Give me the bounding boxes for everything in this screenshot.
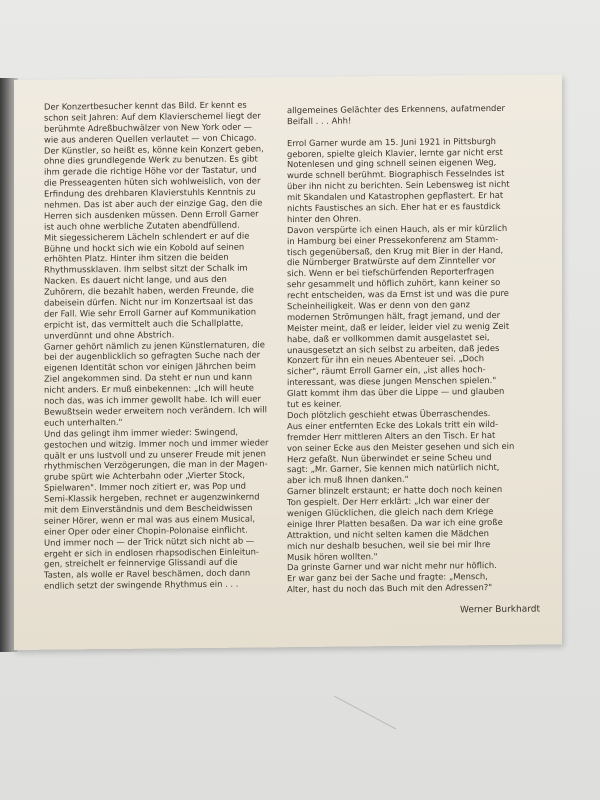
text-line: gen, streichelt er feinnervige Glissandi auf die (44, 557, 238, 570)
text-line: einige Ihrer Platten besaßen. Da war ich eine große (287, 516, 503, 529)
text-line: Glatt kommt ihm das über die Lippe — und glauben (287, 386, 505, 399)
text-line: noch das, was ich immer gewollt habe. Ich will euer (44, 393, 261, 406)
text-line: ohne dies grundlegende Werk zu benutzen. Es gibt (44, 153, 258, 167)
text-line: Errol Garner wurde am 15. Juni 1921 in Pittsburgh (287, 135, 496, 148)
text-line: von seiner Ecke aus den Meister gesehen und sich ein (287, 440, 515, 453)
text-line: Doch plötzlich geschieht etwas Überraschendes. (287, 407, 491, 421)
text-line: mit Skandalen und Katastrophen gepflastert. Er hat (287, 190, 504, 203)
text-line: die Nürnberger Bratwürste auf dem Zinnteller vor (287, 255, 496, 268)
text-line: Bühne und hockt sich wie ein Kobold auf seinen (44, 241, 245, 254)
text-line: habe, daß er vollkommen damit ausgelastet sei, (287, 331, 490, 344)
text-line: wenigen Glücklichen, die gleich nach dem Kriege (287, 505, 494, 519)
text-line: gestochen und witzig. Immer noch und immer wieder (44, 436, 269, 450)
text-line: Meister meint, daß er leider, leider viel zu wenig Zeit (287, 320, 510, 333)
text-line: Und immer noch — der Trick nützt sich nicht ab — (44, 535, 255, 548)
text-line: Tasten, als wolle er Ravel beschämen, doch dann (44, 567, 251, 580)
text-line: die Presseagenten hüten sich wohlweislich, von der (44, 175, 261, 188)
text-line: sich. Wenn er bei tiefschürfenden Reporterfragen (287, 266, 495, 279)
text-line: sehr gesammelt und höflich zuhört, kann keiner so (287, 277, 501, 290)
text-line: Konzert für ihn ein neues Abenteuer sei. „Doch (287, 353, 485, 366)
text-line: Nacken. Es dauert nicht lange, und aus den (44, 274, 227, 286)
left-text-column (44, 99, 294, 592)
text-line: quält er uns lustvoll und zu unserer Freude mit jenen (44, 447, 266, 461)
text-line: berühmte Adreßbuchwälzer von New York oder — (44, 121, 253, 134)
text-line: nicht anders. Er muß einbekennen: „Ich will heute (44, 382, 254, 395)
author-signature: Werner Burkhardt (459, 604, 540, 616)
text-line: über ihn nicht zu berichten. Sein Lebensweg ist nicht (287, 179, 510, 192)
text-line: seiner Hörer, wenn er mal was aus einem Musical, (44, 513, 256, 526)
text-line: allgemeines Gelächter des Erkennens, aufatmender (287, 102, 505, 116)
text-line: fremder Herr mittleren Alters an den Tisch. Er hat (287, 429, 496, 442)
text-line: recht entscheiden, was da Ernst ist und was die pure (287, 287, 509, 301)
text-line: Scheinheiligkeit. Was er denn von den ganz (287, 299, 470, 312)
right-text-column (287, 103, 539, 596)
text-line: dabeisein dürfen. Nicht nur im Konzertsaal ist das (44, 295, 254, 308)
text-line: euch unterhalten." (44, 416, 123, 428)
text-line: Alter, hast du noch das Buch mit den Adressen?" (287, 582, 493, 595)
text-line: in Hamburg bei einer Pressekonferenz am Stamm- (287, 233, 499, 246)
text-line: hinter den Ohren. (287, 213, 362, 225)
text-line: Bewußtsein weder erweitern noch verändern. Ich will (44, 404, 267, 417)
text-line: einer Oper oder einer Chopin-Polonaise einflicht. (44, 524, 248, 537)
text-line: sicher", räumt Erroll Garner ein, „ist alles hoch- (287, 364, 486, 377)
text-line: Mit siegessicherem Lächeln schlendert er auf die (44, 230, 250, 243)
text-line: Musik hören wollten." (287, 550, 378, 562)
text-line: Er war ganz bei der Sache und fragte: „Mensch, (287, 571, 488, 584)
text-line: nichts Faustisches an sich. Eher hat er es faustdick (287, 200, 501, 214)
text-line: rhythmischen Verzögerungen, die man in der Magen- (44, 458, 268, 472)
text-line: eigenen Identität schon vor einigen Jährchen beim (44, 360, 256, 374)
text-line: erpicht ist, das vermittelt auch die Schallplatte, (44, 317, 244, 330)
text-line: ergeht er sich in endlosen rhapsodischen Einleitun- (44, 545, 259, 559)
text-line: unverdünnt und ohne Abstrich. (44, 329, 175, 341)
text-line: Und das gelingt ihm immer wieder: Swingend, (44, 426, 239, 439)
text-line: Erfindung des drehbaren Klavierstuhls Kenntnis zu (44, 186, 256, 199)
text-line: ist auch ohne werbliche Zutaten abendfüllend. (44, 219, 240, 232)
record-sleeve-back (14, 74, 562, 650)
text-line: Der Konzertbesucher kennt das Bild. Er kennt es (44, 99, 247, 112)
text-line: endlich setzt der swingende Rhythmus ein . . . (44, 578, 239, 591)
text-line: Rhythmussklaven. Ihm selbst sitzt der Schalk im (44, 262, 248, 276)
text-line: modernen Strömungen hält, fragt jemand, und der (287, 309, 501, 323)
floor-scratch (334, 696, 396, 730)
text-line: ihm gerade die richtige Höhe vor der Tastatur, und (44, 164, 257, 178)
text-line: tut es keiner. (287, 398, 342, 410)
text-line: Da grinste Garner und war nicht mehr nur höflich. (287, 560, 497, 573)
text-line: interessant, was diese jungen Menschen spielen." (287, 375, 497, 388)
text-line: Notenlesen und ging schnell seinen eigenen Weg, (287, 157, 497, 170)
text-line: Aus einer entfernten Ecke des Lokals tritt ein wild- (287, 418, 499, 431)
text-line: mich nur deshalb besuchen, weil sie bei mir Ihre (287, 538, 491, 551)
text-line: nehmen. Das ist aber auch der einzige Gag, den die (44, 197, 263, 210)
text-line: Semi-Klassik hergeben, rechnet er augenzwinkernd (44, 491, 260, 504)
text-line: Ton gespielt. Der Herr erklärt: „Ich war einer der (287, 495, 490, 508)
text-line: Herren sich ausdenken müssen. Denn Erroll Garner (44, 208, 259, 221)
text-line: Davon verspürte ich einen Hauch, als er mir kürzlich (287, 222, 508, 235)
text-line: grube spürt wie Achterbahn oder „Vierter Stock, (44, 469, 246, 482)
text-line: schon seit Jahren: Auf dem Klavierschemel liegt der (44, 110, 261, 123)
text-line: wie aus anderen Quellen verlautet — von Chicago. (44, 132, 257, 145)
text-line: aber ich muß Ihnen danken." (287, 474, 409, 486)
text-line: mit dem Einverständnis und dem Bescheidwissen (44, 502, 253, 515)
text-line: Herz gefaßt. Nun überwindet er seine Scheu und (287, 451, 492, 464)
text-line: tisch gegenübersaß, den Krug mit Bier in der Hand, (287, 244, 504, 257)
text-line: wurde schnell berühmt. Biographisch Fesselndes ist (287, 168, 505, 181)
text-line: Spielwaren". Immer noch zitiert er, was Pop und (44, 480, 246, 493)
text-line: Der Künstler, so heißt es, könne kein Konzert geben, (44, 142, 264, 156)
text-line: Garner gehört nämlich zu jenen Künstlernaturen, die (44, 338, 265, 352)
text-line: sagt: „Mr. Garner, Sie kennen mich natürlich nicht, (287, 462, 500, 475)
text-line: Zuhörern, die bezahlt haben, werden Freunde, die (44, 284, 254, 297)
text-line: bei der augenblicklich so gefragten Suche nach der (44, 349, 261, 363)
text-line: geboren, spielte gleich Klavier, lernte gar nicht erst (287, 146, 503, 159)
text-line: der Fall. Wie sehr Erroll Garner auf Kommunikation (44, 306, 257, 319)
text-line: Garner blinzelt erstaunt; er hatte doch noch keinen (287, 484, 503, 497)
text-line: erhöhten Platz. Hinter ihm sitzen die beiden (44, 252, 229, 265)
text-line: unausgesetzt an sich selbst zu arbeiten, daß jedes (287, 342, 500, 355)
text-line: Attraktion, und nicht selten kamen die Mädchen (287, 527, 489, 540)
text-line: Beifall . . . Ahh! (287, 115, 352, 127)
text-line: Ziel angekommen sind. Da steht er nun und kann (44, 371, 253, 384)
